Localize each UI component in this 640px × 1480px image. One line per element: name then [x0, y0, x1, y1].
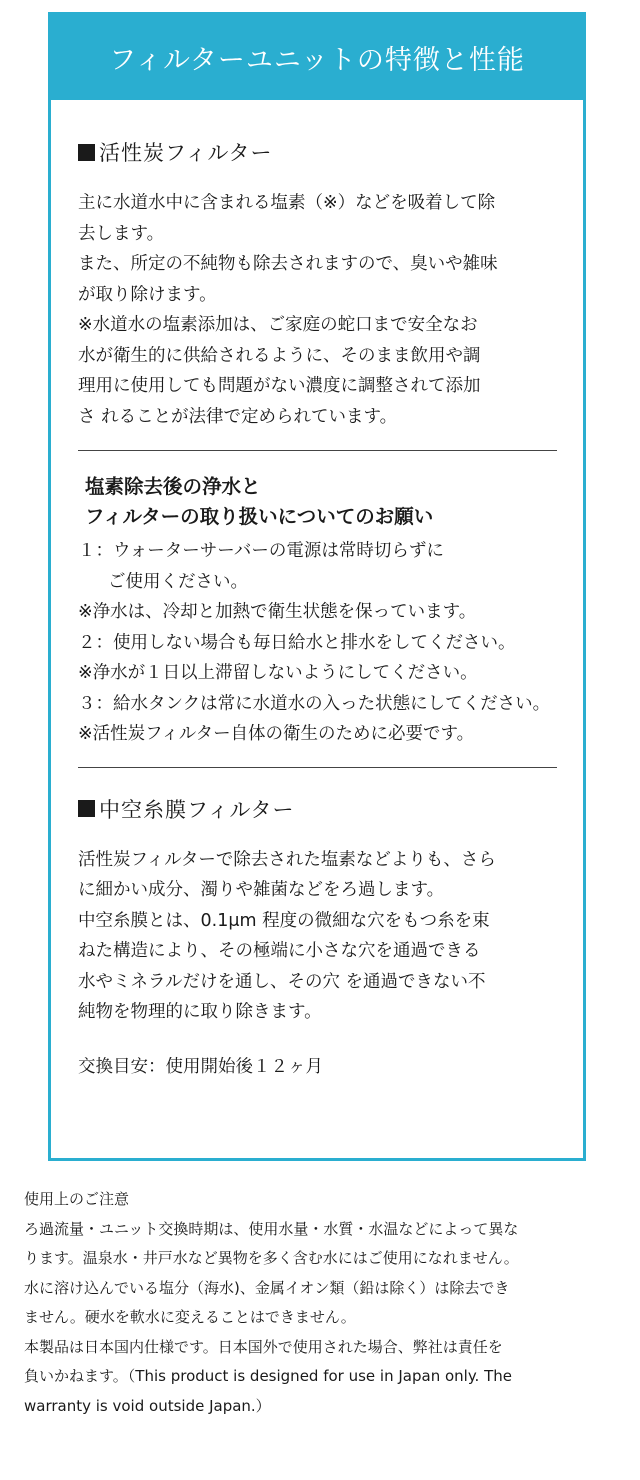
text-line: 活性炭フィルターで除去された塩素などよりも、さら	[78, 849, 496, 870]
notes-line: ません。硬水を軟水に変えることはできません。	[24, 1308, 356, 1326]
panel-header	[51, 15, 583, 100]
text-line: 理用に使用しても問題がない濃度に調整されて添加	[78, 376, 481, 396]
list-item: １：ウォーターサーバーの電源は常時切らずに	[78, 541, 444, 561]
text-line: が取り除けます。	[78, 284, 217, 305]
notes-line: 水に溶け込んでいる塩分（海水)、金属イオン類（鉛は除く）は除去でき	[24, 1278, 510, 1297]
text-line: に細かい成分、濁りや雑菌などをろ過します。	[78, 880, 445, 900]
text-line: 中空糸膜とは、0.1μm 程度の微細な穴をもつ糸を束	[78, 910, 490, 931]
text-line: 水が衛生的に供給されるように、そのまま飲用や調	[78, 345, 481, 366]
text-line: ※水道水の塩素添加は、ご家庭の蛇口まで安全なお	[78, 315, 478, 335]
list-item: ご使用ください。	[108, 571, 248, 592]
text-line: ねた構造により、その極端に小さな穴を通過できる	[78, 941, 481, 961]
square-bullet-icon	[78, 800, 95, 817]
notes-line: ります。温泉水・井戸水など異物を多く含む水にはご使用になれません。	[24, 1249, 519, 1267]
list-item: ※浄水は、冷却と加熱で衛生状態を保っています。	[78, 602, 477, 622]
requests-title-line: 塩素除去後の浄水と	[85, 475, 261, 498]
notes-line: ろ過流量・ユニット交換時期は、使用水量・水質・水温などによって異な	[24, 1219, 519, 1238]
hollow-fiber-heading: 中空糸膜フィルター	[78, 794, 557, 824]
list-item: ※浄水が１日以上滞留しないようにしてください。	[78, 663, 478, 683]
requests-title-line: フィルターの取り扱いについてのお願い	[85, 505, 434, 528]
filter-info-panel	[48, 12, 586, 1161]
replacement-guide: 交換目安：使用開始後１２ヶ月	[78, 1056, 323, 1077]
text-line: 主に水道水中に含まれる塩素（※）などを吸着して除	[78, 193, 496, 213]
text-line: 純物を物理的に取り除きます。	[78, 1002, 322, 1022]
usage-notes	[24, 1185, 624, 1421]
text-line: 水やミネラルだけを通し、その穴 を通過できない不	[78, 971, 486, 992]
notes-line: warranty is void outside Japan.）	[24, 1396, 271, 1415]
list-item: ３：給水タンクは常に水道水の入った状態にしてください。	[78, 693, 551, 714]
notes-heading: 使用上のご注意	[24, 1190, 130, 1208]
hollow-fiber-description	[78, 845, 557, 1028]
requests-title	[78, 472, 557, 532]
list-item: ２：使用しない場合も毎日給水と排水をしてください。	[78, 632, 516, 653]
requests-list	[78, 536, 557, 750]
panel-title: フィルターユニットの特徴と性能	[109, 45, 525, 76]
notes-line: 負いかねます。（This product is designed for use in Japan only. The	[24, 1367, 512, 1385]
activated-carbon-heading: 活性炭フィルター	[78, 137, 557, 167]
list-item: ※活性炭フィルター自体の衛生のために必要です。	[78, 724, 475, 744]
text-line: 去します。	[78, 223, 165, 244]
text-line: また、所定の不純物も除去されますので、臭いや雑味	[78, 254, 498, 274]
notes-line: 本製品は日本国内仕様です。日本国外で使用された場合、弊社は責任を	[24, 1337, 503, 1356]
panel-content	[51, 100, 583, 1082]
activated-carbon-description	[78, 188, 557, 432]
text-line: さ れることが法律で定められています。	[78, 406, 398, 427]
square-bullet-icon	[78, 144, 95, 161]
